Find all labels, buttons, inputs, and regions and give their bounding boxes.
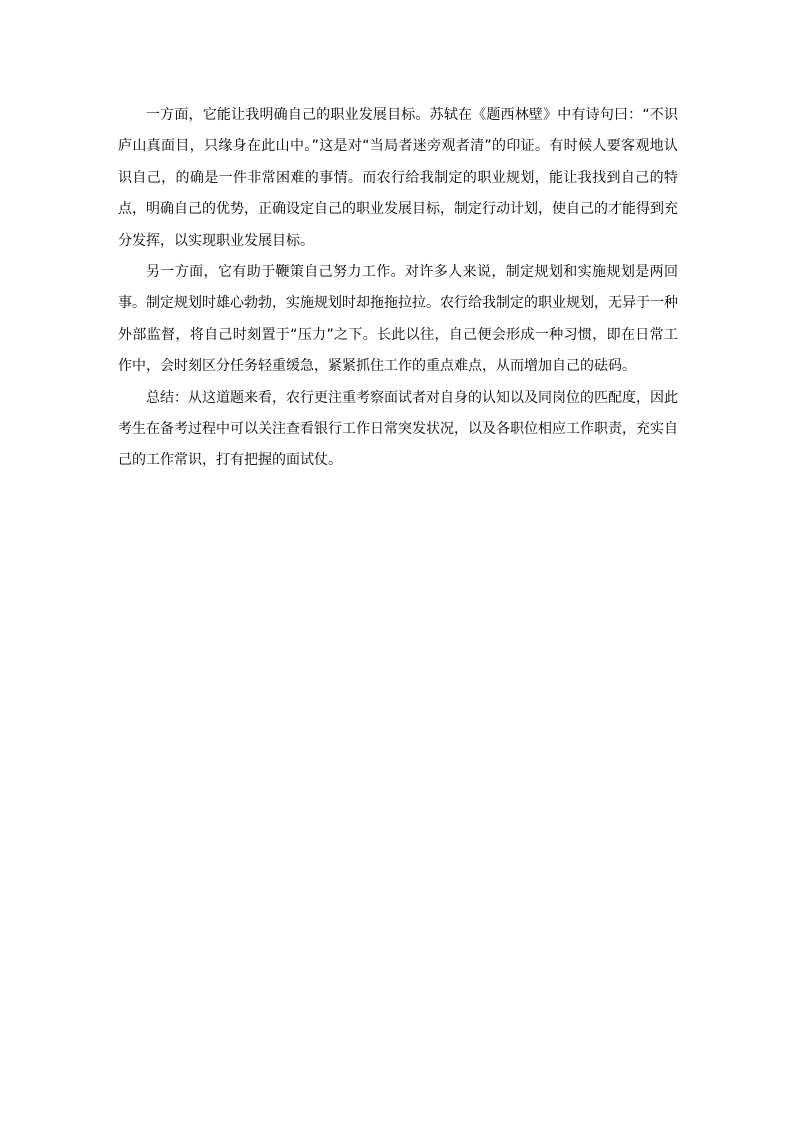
document-body <box>118 100 678 477</box>
paragraph-summary: 总结：从这道题来看，农行更注重考察面试者对自身的认知以及同岗位的匹配度，因此考生在备考过程中可以关注查看银行工作日常突发状况，以及各职位相应工作职责，充实自己的工作常识，打有把握的面试仗。 <box>118 389 678 469</box>
paragraph-motivation: 另一方面，它有助于鞭策自己努力工作。对许多人来说，制定规划和实施规划是两回事。制定规划时雄心勃勃，实施规划时却拖拖拉拉。农行给我制定的职业规划，无异于一种外部监督，将自己时刻置于“压力”之下。长此以往，自己便会形成一种习惯，即在日常工作中，会时刻区分任务轻重缓急，紧紧抓住工作的重点难点，从而增加自己的砝码。 <box>118 264 678 375</box>
paragraph-career-goals: 一方面，它能让我明确自己的职业发展目标。苏轼在《题西林壁》中有诗句曰：“不识庐山真面目，只缘身在此山中。”这是对“当局者迷旁观者清”的印证。有时候人要客观地认识自己，的确是一件非常困难的事情。而农行给我制定的职业规划，能让我找到自己的特点，明确自己的优势，正确设定自己的职业发展目标，制定行动计划，使自己的才能得到充分发挥，以实现职业发展目标。 <box>118 107 678 249</box>
